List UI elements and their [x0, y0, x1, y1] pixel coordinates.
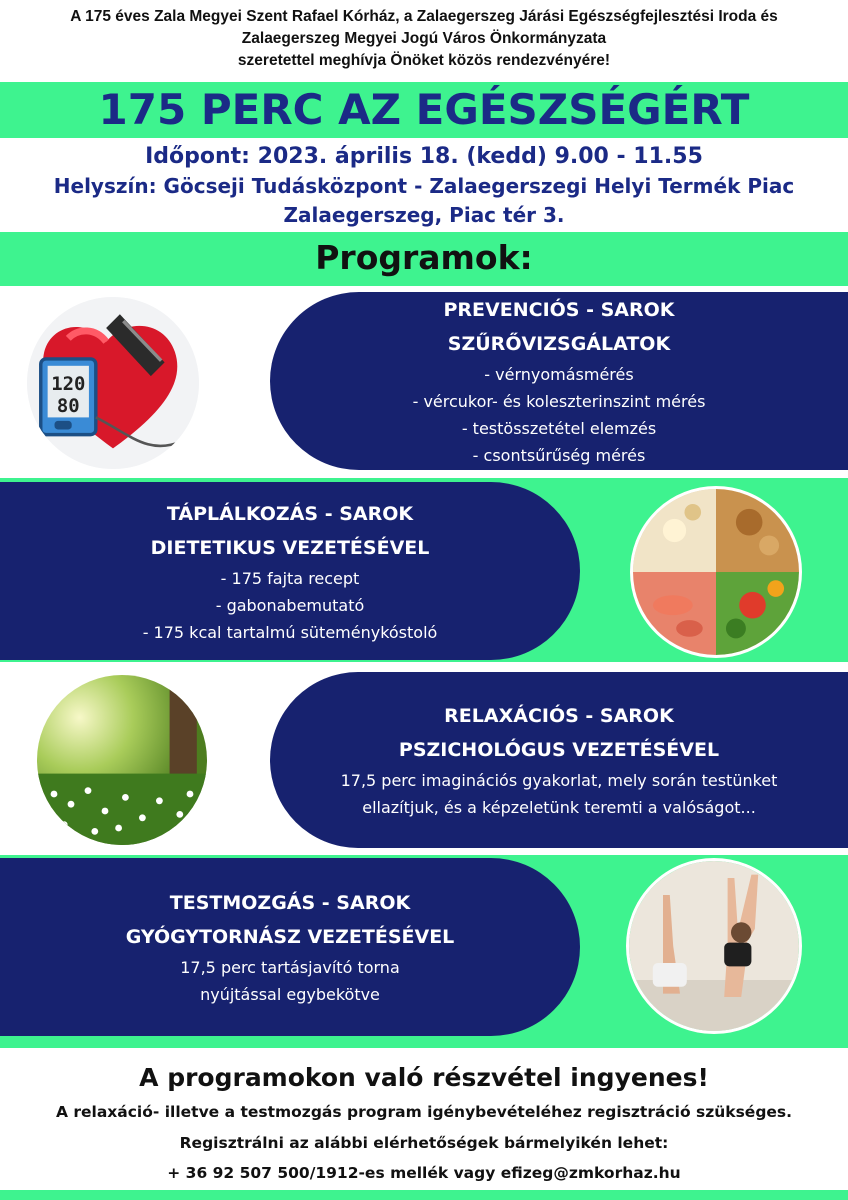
- program-heading: TÁPLÁLKOZÁS - SAROK: [166, 502, 414, 525]
- free-participation-note: A programokon való részvétel ingyenes!: [139, 1063, 709, 1092]
- program-card-nutrition: [0, 482, 580, 660]
- intro-text: [0, 6, 848, 72]
- program-heading: DIETETIKUS VEZETÉSÉVEL: [150, 536, 430, 559]
- program-item: - gabonabemutató: [215, 595, 365, 615]
- food-plate-icon: [630, 486, 802, 658]
- event-title: 175 PERC AZ EGÉSZSÉGÉRT: [98, 85, 750, 134]
- program-heading: GYÓGYTORNÁSZ VEZETÉSÉVEL: [125, 926, 455, 948]
- program-heading: TESTMOZGÁS - SAROK: [169, 892, 411, 914]
- program-item: - 175 kcal tartalmú süteménykóstoló: [142, 622, 438, 642]
- program-item: - 175 fajta recept: [220, 568, 360, 588]
- programs-title: Programok:: [315, 238, 533, 277]
- program-heading: RELAXÁCIÓS - SAROK: [444, 705, 674, 727]
- program-heading: SZŰRŐVIZSGÁLATOK: [447, 333, 671, 355]
- program-card-prevention: [270, 292, 848, 470]
- bottom-strip: [0, 1190, 848, 1200]
- program-item: 17,5 perc imaginációs gyakorlat, mely során testünket: [340, 771, 778, 790]
- intro-line: Zalaegerszeg Megyei Jogú Város Önkormányzata: [241, 30, 607, 47]
- event-time: Időpont: 2023. április 18. (kedd) 9.00 - 11.55: [145, 144, 703, 169]
- yoga-stretch-icon: [626, 858, 802, 1034]
- event-venue: Helyszín: Göcseji Tudásközpont - Zalaegerszegi Helyi Termék Piac: [53, 174, 795, 198]
- svg-text:120: 120: [51, 372, 86, 395]
- contact-info: + 36 92 507 500/1912-es mellék vagy efizeg@zmkorhaz.hu: [167, 1164, 681, 1182]
- program-item: - vérnyomásmérés: [484, 365, 634, 384]
- intro-line: szeretettel meghívja Önöket közös rendezvényére!: [237, 52, 611, 69]
- program-item: - vércukor- és koleszterinszint mérés: [412, 392, 706, 411]
- program-card-relaxation: [270, 672, 848, 848]
- svg-text:80: 80: [56, 395, 80, 418]
- program-item: - csontsűrűség mérés: [472, 446, 646, 465]
- heart-blood-pressure-icon: [24, 294, 202, 472]
- meadow-icon: [34, 672, 210, 848]
- intro-line: A 175 éves Zala Megyei Szent Rafael Kórház, a Zalaegerszeg Járási Egészségfejlesztési Iroda és: [70, 8, 778, 25]
- program-item: ellazítjuk, és a képzeletünk teremti a valóságot...: [362, 798, 756, 817]
- program-heading: PSZICHOLÓGUS VEZETÉSÉVEL: [398, 739, 720, 761]
- program-heading: PREVENCIÓS - SAROK: [443, 299, 675, 321]
- registration-note: A relaxáció- illetve a testmozgás program igénybevételéhez regisztráció szükséges.: [55, 1103, 793, 1121]
- program-item: 17,5 perc tartásjavító torna: [180, 958, 400, 977]
- event-address: Zalaegerszeg, Piac tér 3.: [283, 203, 565, 227]
- registration-note: Regisztrálni az alábbi elérhetőségek bármelyikén lehet:: [179, 1134, 669, 1152]
- program-card-exercise: [0, 858, 580, 1036]
- program-item: nyújtással egybekötve: [200, 985, 380, 1004]
- program-item: - testösszetétel elemzés: [461, 419, 657, 438]
